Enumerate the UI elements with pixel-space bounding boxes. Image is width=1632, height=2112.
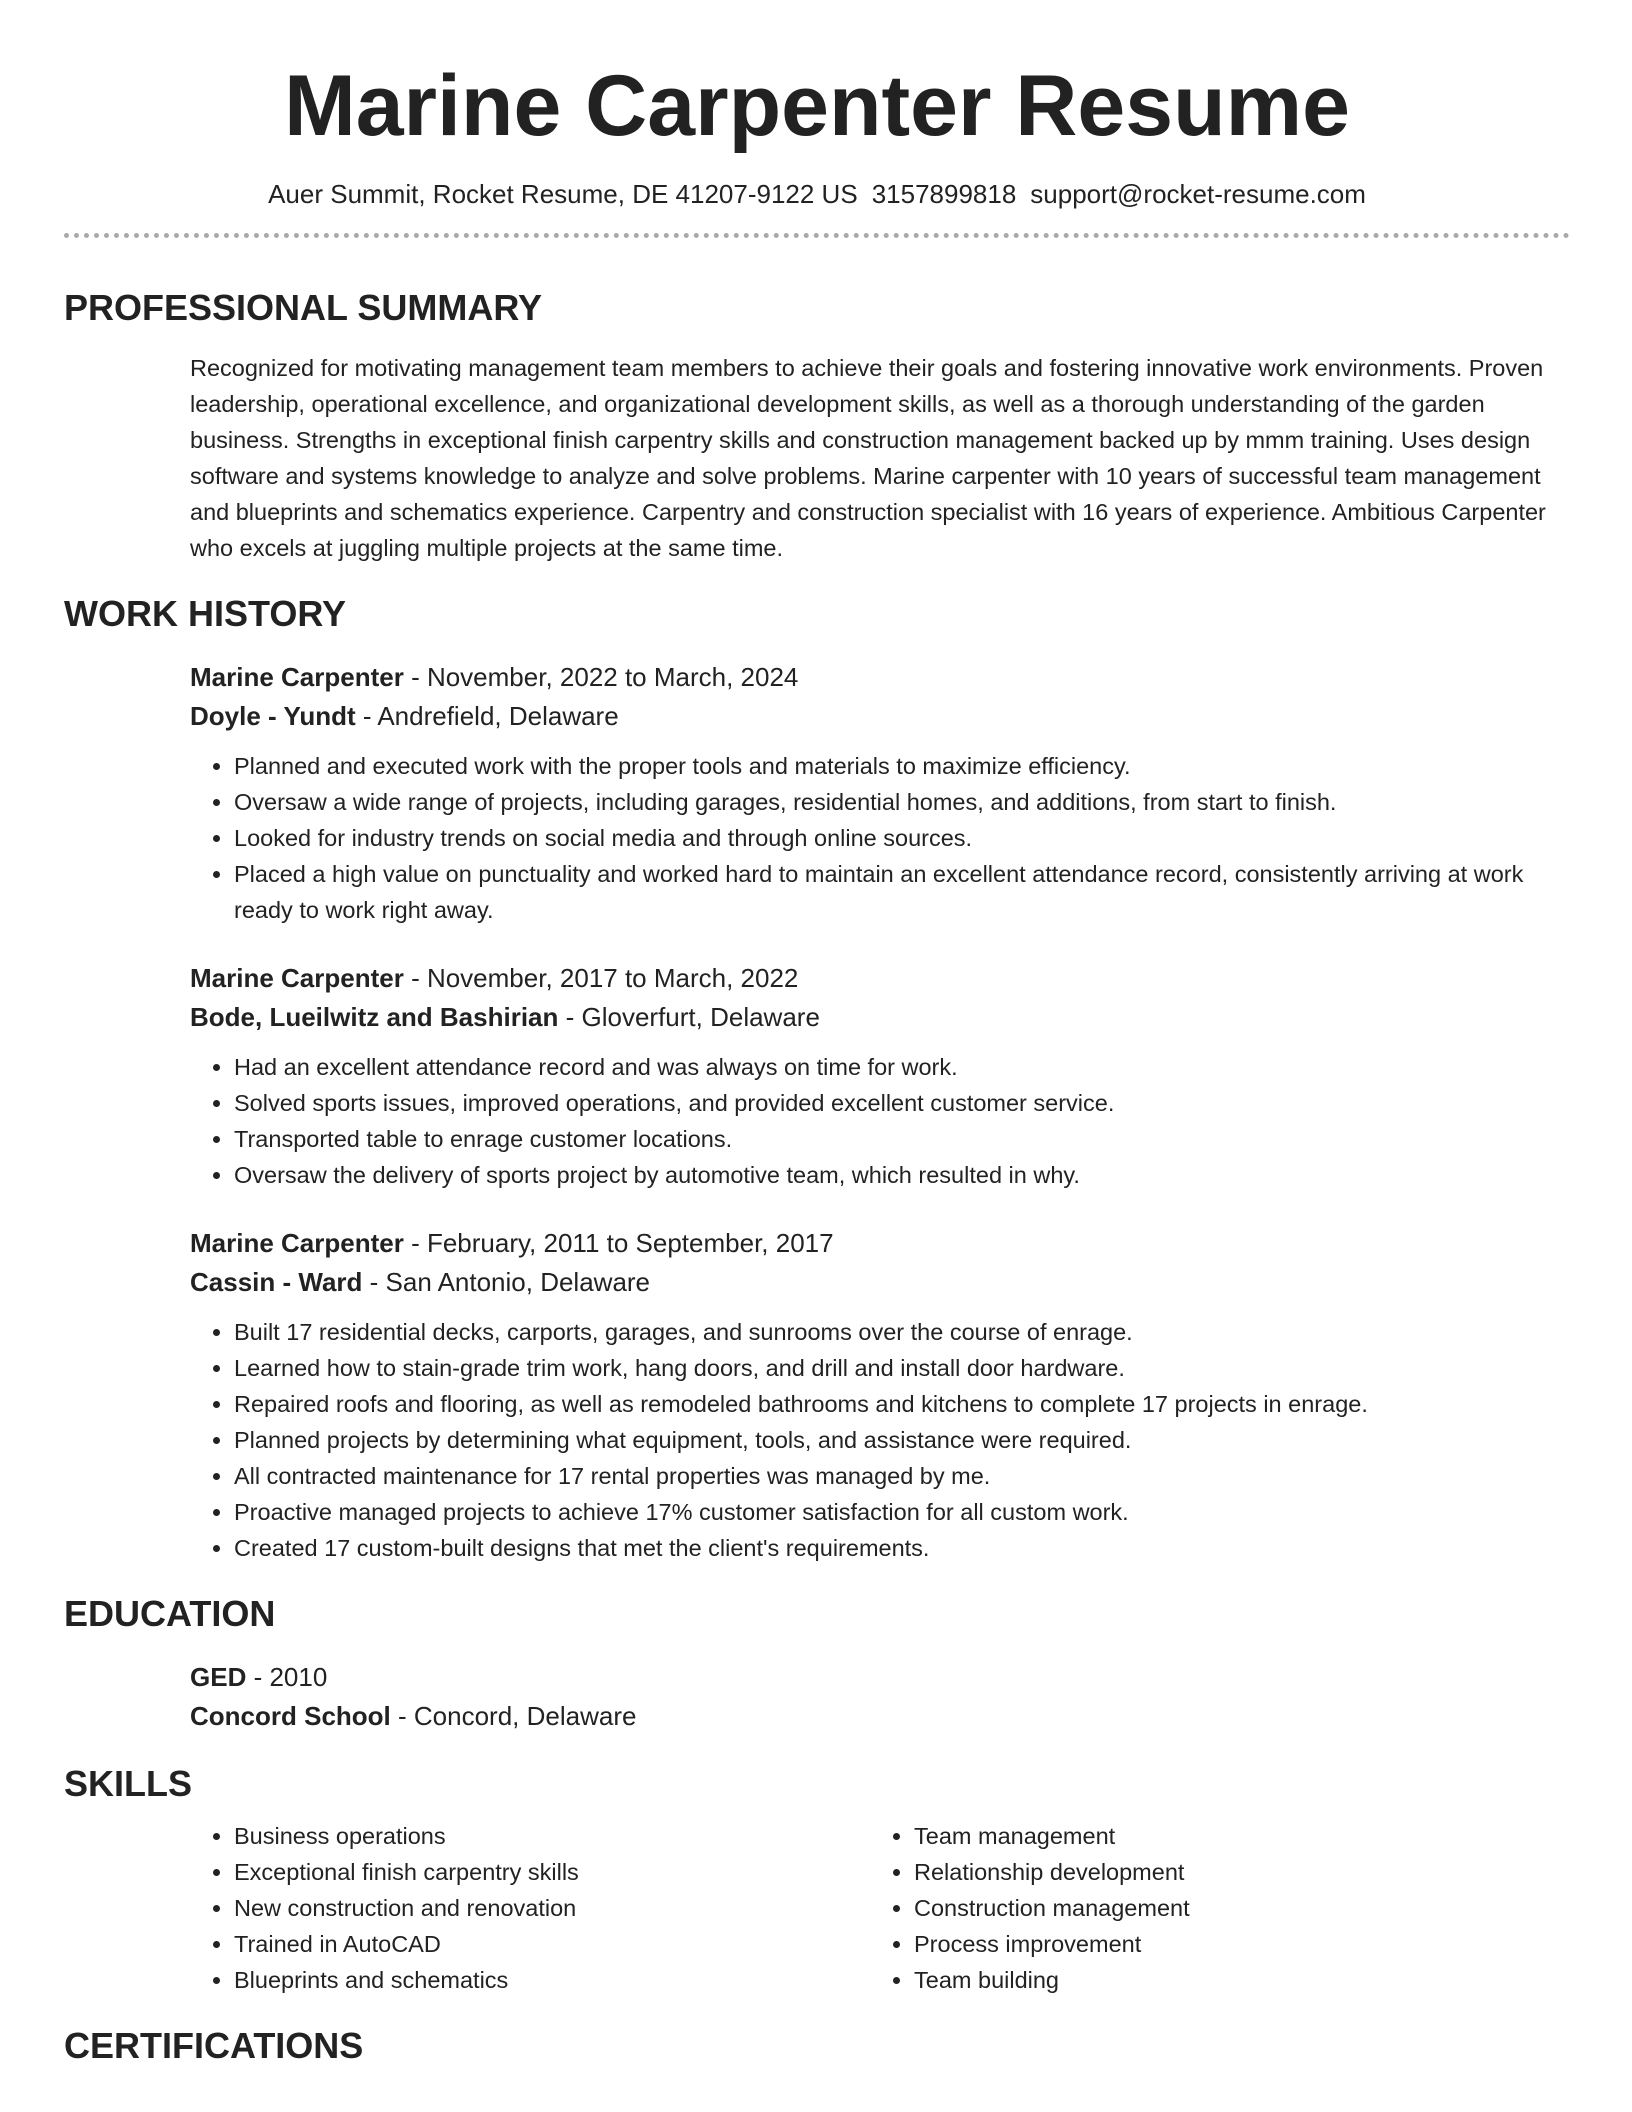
job-company-line [190, 1263, 1570, 1302]
education-heading: EDUCATION [64, 1593, 276, 1634]
certifications-section [64, 2024, 1570, 2068]
list-item: • All contracted maintenance for 17 rental properties was managed by me. [234, 1458, 1570, 1494]
resume-title: Marine Carpenter Resume [284, 58, 1350, 154]
list-item: • Team management [914, 1818, 1550, 1854]
skills-section [64, 1762, 1570, 1998]
list-item: • Blueprints and schematics [234, 1962, 870, 1998]
job-dates: - November, 2022 to March, 2024 [403, 662, 799, 692]
summary-heading: PROFESSIONAL SUMMARY [64, 287, 543, 328]
job-location: - San Antonio, Delaware [362, 1267, 651, 1297]
list-item: • Created 17 custom-built designs that met the client's requirements. [234, 1530, 1570, 1566]
job-company: Bode, Lueilwitz and Bashirian [190, 1002, 559, 1032]
education-degree-line [190, 1658, 1570, 1697]
work-history-section [64, 592, 1570, 1566]
resume-page [64, 0, 1570, 2068]
job-role: Marine Carpenter [190, 1228, 404, 1258]
list-item: • Built 17 residential decks, carports, garages, and sunrooms over the course of enrage. [234, 1314, 1570, 1350]
list-item: • New construction and renovation [234, 1890, 870, 1926]
skills-columns [190, 1818, 1570, 1998]
list-item: • Repaired roofs and flooring, as well as remodeled bathrooms and kitchens to complete 17 projects in enrage. [234, 1386, 1570, 1422]
job-dates: - February, 2011 to September, 2017 [403, 1228, 834, 1258]
job-location: - Andrefield, Delaware [355, 701, 619, 731]
list-item: • Proactive managed projects to achieve 17% customer satisfaction for all custom work. [234, 1494, 1570, 1530]
list-item: • Transported table to enrage customer locations. [234, 1121, 1570, 1157]
job-location: - Gloverfurt, Delaware [558, 1002, 820, 1032]
list-item: • Trained in AutoCAD [234, 1926, 870, 1962]
list-item: • Construction management [914, 1890, 1550, 1926]
education-location: - Concord, Delaware [390, 1701, 637, 1731]
job-company-line [190, 998, 1570, 1037]
job-role: Marine Carpenter [190, 662, 404, 692]
list-item: • Planned and executed work with the proper tools and materials to maximize efficiency. [234, 748, 1570, 784]
list-item: • Business operations [234, 1818, 870, 1854]
education-degree: GED [190, 1662, 247, 1692]
contact-line [64, 178, 1570, 210]
skills-heading: SKILLS [64, 1763, 193, 1804]
job-title-line [190, 959, 1570, 998]
list-item: • Placed a high value on punctuality and worked hard to maintain an excellent attendance record, consistently arriving at work ready to work right away. [234, 856, 1570, 928]
education-school-line [190, 1697, 1570, 1736]
skills-right-column [870, 1818, 1550, 1998]
work-history-heading: WORK HISTORY [64, 593, 347, 634]
list-item: • Relationship development [914, 1854, 1550, 1890]
list-item: • Process improvement [914, 1926, 1550, 1962]
list-item: • Looked for industry trends on social media and through online sources. [234, 820, 1570, 856]
list-item: • Exceptional finish carpentry skills [234, 1854, 870, 1890]
skills-left-column [190, 1818, 870, 1998]
list-item: • Planned projects by determining what equipment, tools, and assistance were required. [234, 1422, 1570, 1458]
job-bullets [190, 748, 1570, 928]
education-section [64, 1592, 1570, 1736]
summary-section [64, 286, 1570, 566]
list-item: • Had an excellent attendance record and was always on time for work. [234, 1049, 1570, 1085]
job-role: Marine Carpenter [190, 963, 404, 993]
job-entry [190, 1224, 1570, 1566]
contact-phone: 3157899818 [871, 179, 1017, 209]
job-bullets [190, 1314, 1570, 1566]
list-item: • Oversaw a wide range of projects, including garages, residential homes, and additions, from start to finish. [234, 784, 1570, 820]
education-school: Concord School [190, 1701, 391, 1731]
list-item: • Solved sports issues, improved operations, and provided excellent customer service. [234, 1085, 1570, 1121]
job-bullets [190, 1049, 1570, 1193]
summary-text: Recognized for motivating management team members to achieve their goals and fostering innovative work environments. Proven leadership, operational excellence, and organizational development skills, as well as a thorough understanding of the garden business. Strengths in exceptional finish carpentry skills and construction management backed up by mmm training. Uses design software and systems knowledge to analyze and solve problems. Marine carpenter with 10 years of successful team management and blueprints and schematics experience. Carpentry and construction specialist with 16 years of experience. Ambitious Carpenter who excels at juggling multiple projects at the same time. [190, 355, 1546, 561]
list-item: • Team building [914, 1962, 1550, 1998]
job-entry [190, 959, 1570, 1193]
job-company: Cassin - Ward [190, 1267, 363, 1297]
education-entry [190, 1658, 1570, 1736]
job-title-line [190, 1224, 1570, 1263]
certifications-heading: CERTIFICATIONS [64, 2025, 364, 2066]
contact-address: Auer Summit, Rocket Resume, DE 41207-9122 US [268, 179, 858, 209]
contact-email: support@rocket-resume.com [1030, 179, 1366, 209]
list-item: • Learned how to stain-grade trim work, hang doors, and drill and install door hardware. [234, 1350, 1570, 1386]
job-company-line [190, 697, 1570, 736]
job-entry [190, 658, 1570, 928]
job-company: Doyle - Yundt [190, 701, 356, 731]
header-divider [64, 233, 1570, 238]
list-item: • Oversaw the delivery of sports project by automotive team, which resulted in why. [234, 1157, 1570, 1193]
education-year: - 2010 [246, 1662, 328, 1692]
job-dates: - November, 2017 to March, 2022 [403, 963, 799, 993]
job-title-line [190, 658, 1570, 697]
